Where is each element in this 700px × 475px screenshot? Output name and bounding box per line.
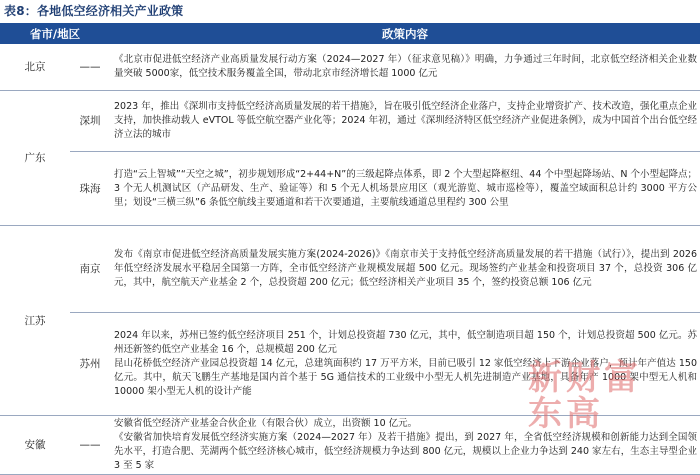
policy-shenzhen: 2023 年，推出《深圳市支持低空经济高质量发展的若干措施》，旨在吸引低空经济企业落户，支持企业增资扩产、技术改造，强化重点企业支持，加快推动载人 eVTOL 等低空航空器产业化等；2024 年初，通过《深圳经济特区低空经济产业促进条例》，成为中国首个出台低空经济立法的城市 xyxy=(110,91,700,152)
watermark-logo: 新财富 东高 xyxy=(528,358,642,434)
city-nanjing: 南京 xyxy=(70,226,110,313)
province-anhui: 安徽 xyxy=(0,416,70,475)
city-zhuhai: 珠海 xyxy=(70,152,110,226)
province-guangdong: 广东 xyxy=(0,91,70,226)
city-shenzhen: 深圳 xyxy=(70,91,110,152)
city-suzhou: 苏州 xyxy=(70,313,110,416)
table-row xyxy=(0,44,700,91)
table-row xyxy=(0,91,700,152)
policy-table xyxy=(0,23,700,475)
header-content: 政策内容 xyxy=(110,23,700,44)
province-beijing: 北京 xyxy=(0,44,70,91)
city-beijing: —— xyxy=(70,44,110,91)
table-row xyxy=(0,313,700,416)
header-region: 省市/地区 xyxy=(0,23,110,44)
policy-anhui: 安徽省低空经济产业基金合伙企业（有限合伙）成立，出资额 10 亿元。 《安徽省加快培育发展低空经济实施方案（2024—2027 年）及若干措施》提出，到 2027 年，全省低空经济规模和创新能力达到全国领先水平，打造合肥、芜湖两个低空经济核心城市，低空经济规模力争达到 800 亿元，规模以上企业力争达到 240 家左右，生态主导型企业 3 至 5 家 xyxy=(110,416,700,475)
table-row xyxy=(0,152,700,226)
table-row xyxy=(0,416,700,475)
policy-suzhou: 2024 年以来，苏州已签约低空经济项目 251 个，计划总投资超 730 亿元，其中，低空制造项目超 150 个，计划总投资超 500 亿元。苏州还新签约低空产业基金 16 个，总规模超 200 亿元 昆山花桥低空经济产业园总投资超 14 亿元，总建筑面积约 17 万平方米，目前已吸引 12 家低空经济上下游企业落户，预计年产值达 150 亿元。其中，航天飞鹏生产基地是国内首个基于 5G 通信技术的工业级中小型无人机先进制造产业基地，具备年产 1000 架中型无人机和 10000 架小型无人机的设计产能 xyxy=(110,313,700,416)
table-row xyxy=(0,226,700,313)
policy-beijing: 《北京市促进低空经济产业高质量发展行动方案（2024—2027 年）（征求意见稿）》明确，力争通过三年时间，北京低空经济相关企业数量突破 5000家，低空技术服务覆盖全国，带动北京市经济增长超 1000 亿元 xyxy=(110,44,700,91)
policy-nanjing: 发布《南京市促进低空经济高质量发展实施方案(2024-2026)》《南京市关于支持低空经济高质量发展的若干措施（试行）》，提出到 2026 年低空经济发展水平稳居全国第一方阵，全市低空经济产业规模发展超 500 亿元。现场签约产业基金和投资项目 37 个，总投资 306 亿元，其中，航空航天产业基金 2 个，总投资超 200 亿元；低空经济相关产业项目 35 个，签约投资总额 106 亿元 xyxy=(110,226,700,313)
policy-zhuhai: 打造“云上智城”“天空之城”，初步规划形成“2+44+N”的三级起降点体系，即 2 个大型起降枢纽、44 个中型起降场站、N 个小型起降点；3 个无人机测试区（产品研发、生产、验证等）和 5 个无人机场景应用区（观光游览、城市巡检等），覆盖空域面积总计约 3000 平方公里；划设“三横三纵”6 条低空航线主要通道和若干次要通道，主要航线通道总里程约 300 公里 xyxy=(110,152,700,226)
city-anhui: —— xyxy=(70,416,110,475)
province-jiangsu: 江苏 xyxy=(0,226,70,416)
table-header-row xyxy=(0,23,700,44)
table-caption: 表8：各地低空经济相关产业政策 xyxy=(4,4,184,18)
